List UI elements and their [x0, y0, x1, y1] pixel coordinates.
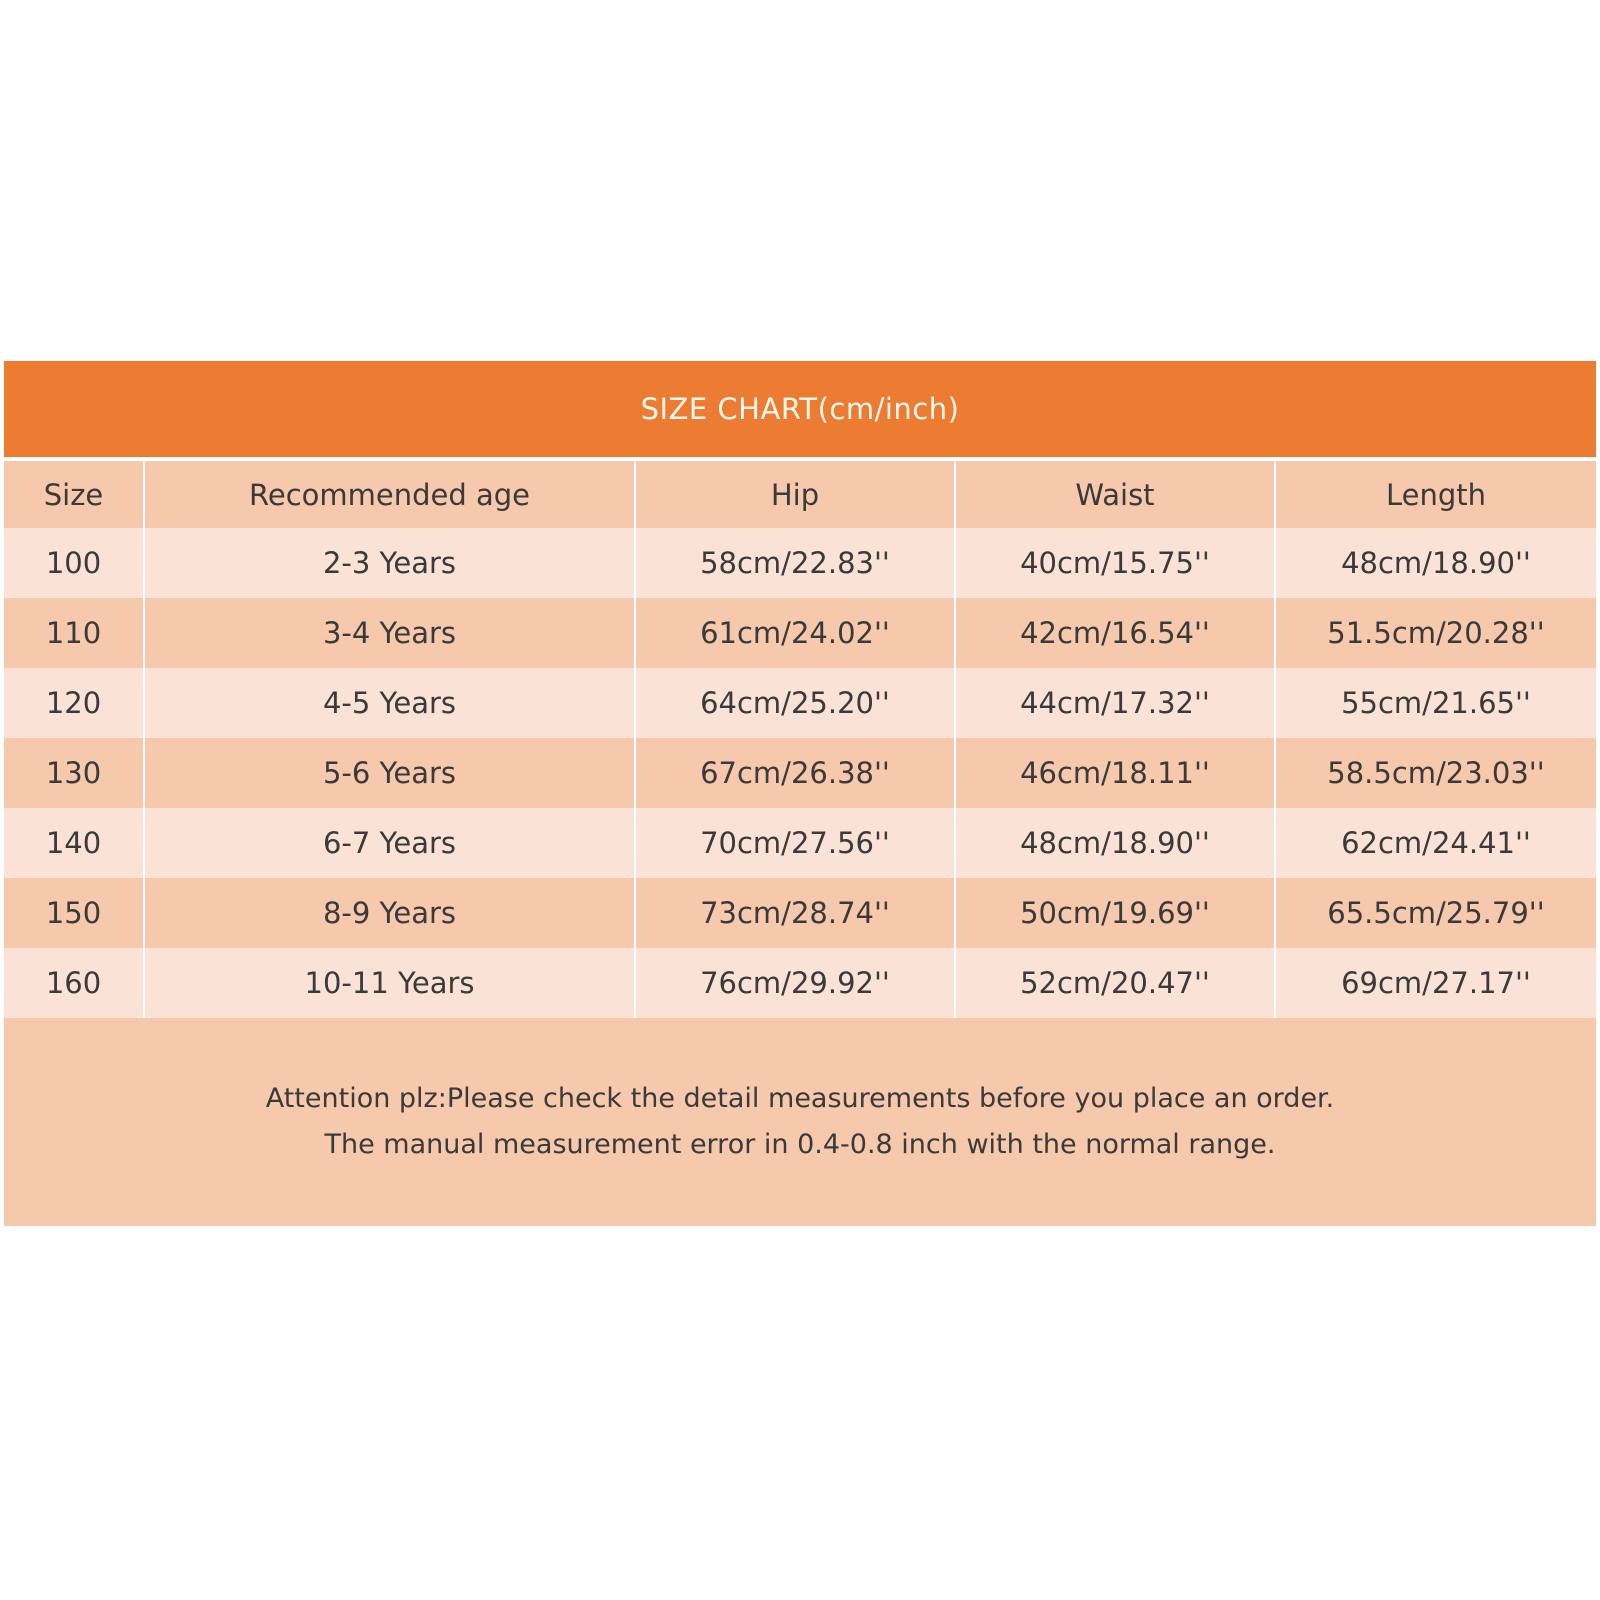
cell-waist: 50cm/19.69'' [955, 878, 1275, 948]
size-table [4, 461, 1596, 1018]
cell-age: 2-3 Years [144, 528, 635, 598]
table-row [4, 948, 1596, 1018]
header-size: Size [4, 461, 144, 528]
note-line-2: The manual measurement error in 0.4-0.8 inch with the normal range. [324, 1129, 1276, 1160]
cell-length: 65.5cm/25.79'' [1275, 878, 1596, 948]
cell-size: 120 [4, 668, 144, 738]
header-recommended-age: Recommended age [144, 461, 635, 528]
cell-hip: 58cm/22.83'' [635, 528, 955, 598]
cell-waist: 48cm/18.90'' [955, 808, 1275, 878]
cell-hip: 73cm/28.74'' [635, 878, 955, 948]
note-line-1: Attention plz:Please check the detail measurements before you place an order. [265, 1083, 1335, 1114]
cell-size: 100 [4, 528, 144, 598]
cell-size: 130 [4, 738, 144, 808]
cell-hip: 67cm/26.38'' [635, 738, 955, 808]
cell-hip: 61cm/24.02'' [635, 598, 955, 668]
cell-age: 8-9 Years [144, 878, 635, 948]
cell-age: 4-5 Years [144, 668, 635, 738]
cell-length: 58.5cm/23.03'' [1275, 738, 1596, 808]
cell-age: 10-11 Years [144, 948, 635, 1018]
cell-age: 6-7 Years [144, 808, 635, 878]
cell-size: 150 [4, 878, 144, 948]
cell-age: 3-4 Years [144, 598, 635, 668]
cell-length: 48cm/18.90'' [1275, 528, 1596, 598]
table-row [4, 738, 1596, 808]
cell-waist: 40cm/15.75'' [955, 528, 1275, 598]
cell-age: 5-6 Years [144, 738, 635, 808]
cell-hip: 76cm/29.92'' [635, 948, 955, 1018]
chart-title: SIZE CHART(cm/inch) [4, 361, 1596, 457]
cell-hip: 70cm/27.56'' [635, 808, 955, 878]
cell-waist: 52cm/20.47'' [955, 948, 1275, 1018]
cell-length: 62cm/24.41'' [1275, 808, 1596, 878]
header-length: Length [1275, 461, 1596, 528]
table-row [4, 808, 1596, 878]
cell-waist: 42cm/16.54'' [955, 598, 1275, 668]
table-row [4, 528, 1596, 598]
cell-size: 140 [4, 808, 144, 878]
table-row [4, 598, 1596, 668]
cell-size: 110 [4, 598, 144, 668]
header-waist: Waist [955, 461, 1275, 528]
cell-waist: 44cm/17.32'' [955, 668, 1275, 738]
cell-length: 51.5cm/20.28'' [1275, 598, 1596, 668]
attention-note [4, 1018, 1596, 1226]
table-row [4, 878, 1596, 948]
table-header-row [4, 461, 1596, 528]
size-chart [4, 361, 1596, 1226]
cell-waist: 46cm/18.11'' [955, 738, 1275, 808]
table-row [4, 668, 1596, 738]
cell-length: 69cm/27.17'' [1275, 948, 1596, 1018]
header-hip: Hip [635, 461, 955, 528]
cell-size: 160 [4, 948, 144, 1018]
cell-hip: 64cm/25.20'' [635, 668, 955, 738]
cell-length: 55cm/21.65'' [1275, 668, 1596, 738]
